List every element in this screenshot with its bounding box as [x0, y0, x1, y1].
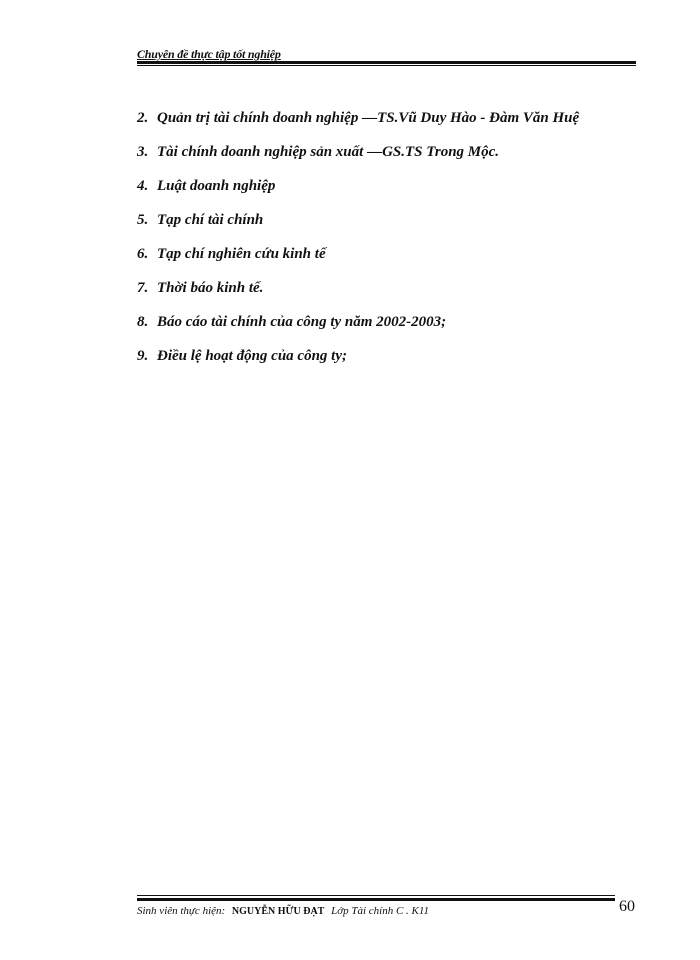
reference-number: 4. — [137, 178, 149, 194]
reference-text: Tạp chí tài chính — [157, 212, 264, 228]
header-rule-thin — [137, 65, 636, 66]
reference-text: Luật doanh nghiệp — [157, 178, 276, 194]
reference-number: 9. — [137, 348, 149, 364]
reference-list — [137, 108, 579, 380]
reference-text: Điều lệ hoạt động của công ty; — [157, 348, 347, 364]
header-rule-thick — [137, 61, 636, 64]
reference-item — [137, 176, 579, 210]
footer-student-name: NGUYỄN HỮU ĐẠT — [231, 906, 325, 917]
page-number: 60 — [619, 898, 635, 915]
reference-item — [137, 346, 579, 380]
reference-item — [137, 108, 579, 142]
reference-number: 3. — [137, 144, 149, 160]
footer-student-label: Sinh viên thực hiện: — [137, 905, 226, 917]
reference-text: Báo cáo tài chính của công ty năm 2002-2003; — [157, 314, 447, 330]
reference-number: 2. — [137, 110, 149, 126]
reference-number: 7. — [137, 280, 149, 296]
reference-item — [137, 312, 579, 346]
reference-item — [137, 244, 579, 278]
reference-text: Thời báo kinh tế. — [157, 280, 264, 296]
page-header-title: Chuyên đề thực tập tốt nghiệp — [137, 47, 281, 61]
reference-item — [137, 278, 579, 312]
reference-number: 8. — [137, 314, 149, 330]
reference-number: 6. — [137, 246, 149, 262]
reference-item — [137, 142, 579, 176]
footer-rule-thick — [137, 898, 615, 901]
footer-rule-thin — [137, 895, 615, 896]
reference-number: 5. — [137, 212, 149, 228]
reference-text: Tạp chí nghiên cứu kinh tế — [157, 246, 326, 262]
footer-class-label: Lớp Tài chính C . K11 — [331, 905, 430, 917]
page-footer — [137, 905, 429, 917]
reference-item — [137, 210, 579, 244]
reference-text: Quản trị tài chính doanh nghiệp —TS.Vũ Duy Hào - Đàm Văn Huệ — [157, 110, 580, 126]
reference-text: Tài chính doanh nghiệp sản xuất —GS.TS Trong Mộc. — [157, 144, 500, 160]
